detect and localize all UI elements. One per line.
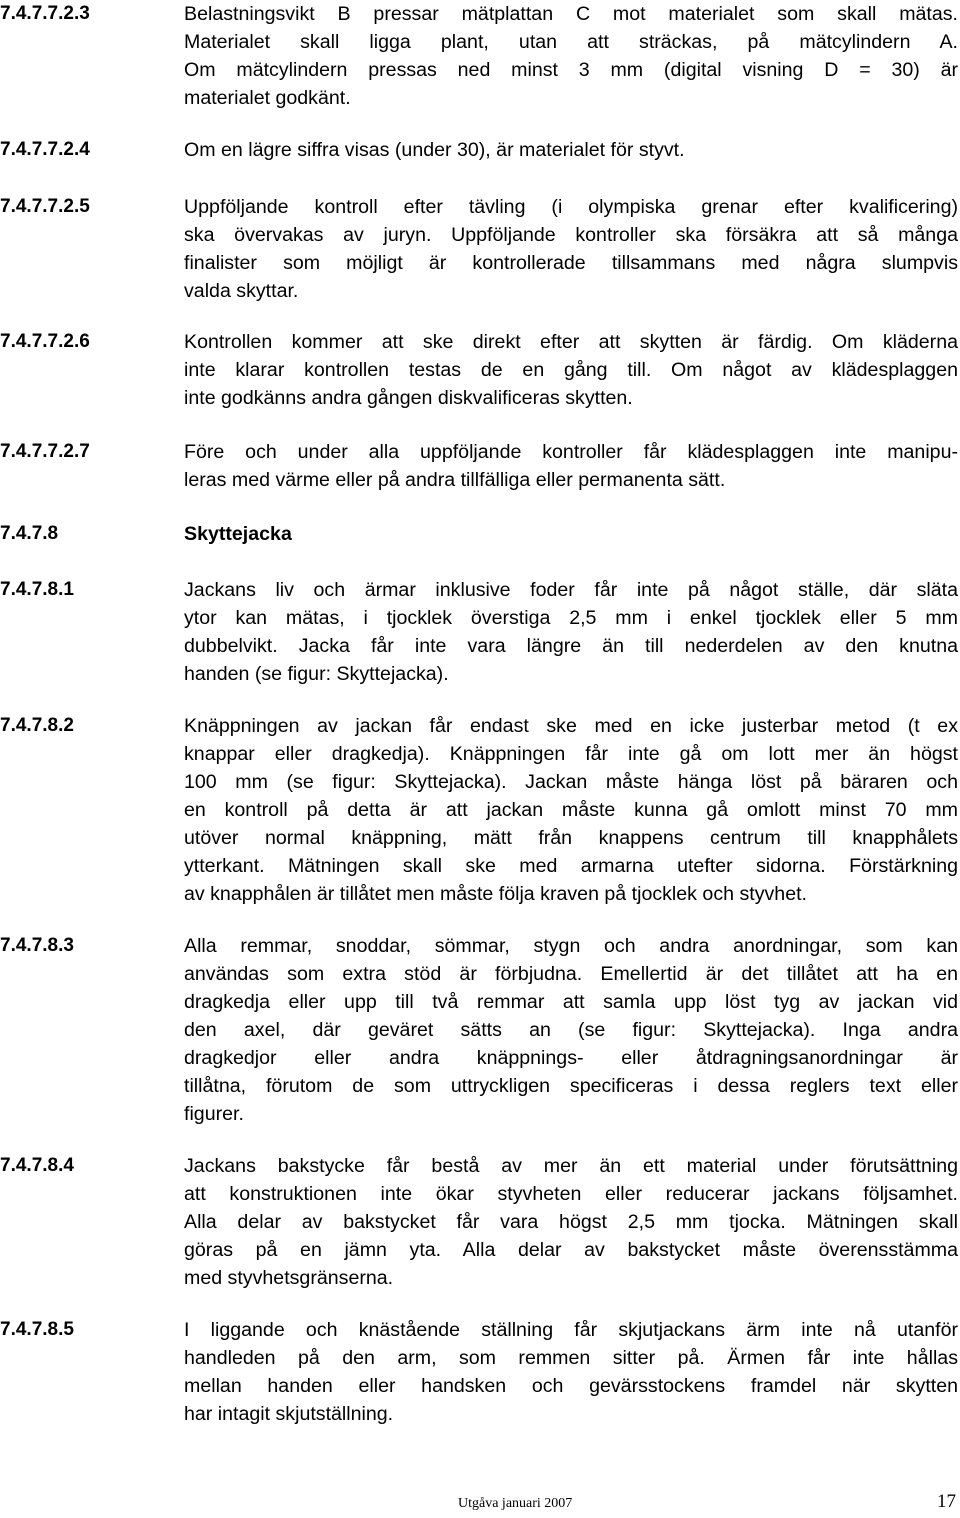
page-number: 17	[937, 1491, 956, 1512]
text-line: Jackans bakstycke får bestå av mer än ett material under förutsättning	[184, 1155, 958, 1177]
text-line: göras på en jämn yta. Alla delar av bakstycket måste överensstämma	[184, 1239, 958, 1261]
section-text	[184, 1316, 958, 1428]
text-line: Knäppningen av jackan får endast ske med en icke justerbar metod (t ex	[184, 715, 958, 737]
section-text	[184, 712, 958, 908]
text-line: leras med värme eller på andra tillfälliga eller permanenta sätt.	[184, 469, 726, 491]
text-line: användas som extra stöd är förbjudna. Emellertid är det tillåtet att ha en	[184, 963, 958, 985]
section-number: 7.4.7.7.2.3	[0, 3, 90, 24]
section-text	[184, 438, 958, 494]
section-text	[184, 136, 958, 164]
text-line: mellan handen eller handsken och gevärsstockens framdel när skytten	[184, 1375, 958, 1397]
section-text	[184, 1152, 958, 1292]
text-line: Jackans liv och ärmar inklusive foder får inte på något ställe, där släta	[184, 579, 958, 601]
text-line: ytor kan mätas, i tjocklek överstiga 2,5 mm i enkel tjocklek eller 5 mm	[184, 607, 958, 629]
text-line: Materialet skall ligga plant, utan att sträckas, på mätcylindern A.	[184, 31, 958, 53]
text-line: Kontrollen kommer att ske direkt efter att skytten är färdig. Om kläderna	[184, 331, 958, 353]
section-number: 7.4.7.7.2.5	[0, 196, 90, 217]
text-line: ytterkant. Mätningen skall ske med armarna utefter sidorna. Förstärkning	[184, 855, 958, 877]
section-text	[184, 0, 958, 112]
text-line: har intagit skjutställning.	[184, 1403, 394, 1425]
section-number: 7.4.7.7.2.4	[0, 139, 90, 160]
section-text	[184, 193, 958, 305]
text-line: Alla delar av bakstycket får vara högst 2,5 mm tjocka. Mätningen skall	[184, 1211, 958, 1233]
section-number: 7.4.7.8.1	[0, 579, 74, 600]
text-line: ska övervakas av juryn. Uppföljande kontroller ska försäkra att så många	[184, 224, 958, 246]
text-line: inte klarar kontrollen testas de en gång till. Om något av klädesplaggen	[184, 359, 958, 381]
text-line: 100 mm (se figur: Skyttejacka). Jackan måste hänga löst på bäraren och	[184, 771, 958, 793]
section-number: 7.4.7.8	[0, 523, 59, 544]
text-line: handen (se figur: Skyttejacka).	[184, 663, 449, 685]
text-line: tillåtna, förutom de som uttryckligen specificeras i dessa reglers text eller	[184, 1075, 958, 1097]
text-line: Om mätcylindern pressas ned minst 3 mm (digital visning D = 30) är	[184, 59, 958, 81]
text-line: dubbelvikt. Jacka får inte vara längre än till nederdelen av den knutna	[184, 635, 958, 657]
text-line: dragkedjor eller andra knäppnings- eller åtdragningsanordningar är	[184, 1047, 958, 1069]
text-line: I liggande och knästående ställning får skjutjackans ärm inte nå utanför	[184, 1319, 958, 1341]
text-line: knappar eller dragkedja). Knäppningen får inte gå om lott mer än högst	[184, 743, 958, 765]
section-number: 7.4.7.8.5	[0, 1319, 74, 1340]
text-line: materialet godkänt.	[184, 87, 351, 109]
text-line: med styvhetsgränserna.	[184, 1267, 394, 1289]
text-line: den axel, där geväret sätts an (se figur: Skyttejacka). Inga andra	[184, 1019, 958, 1041]
footer-edition: Utgåva januari 2007	[458, 1496, 573, 1511]
text-line: finalister som möjligt är kontrollerade tillsammans med några slumpvis	[184, 252, 958, 274]
section-number: 7.4.7.7.2.6	[0, 331, 90, 352]
text-line: handleden på den arm, som remmen sitter på. Ärmen får inte hållas	[184, 1347, 958, 1369]
section-heading: Skyttejacka	[184, 523, 292, 545]
section-number: 7.4.7.7.2.7	[0, 441, 90, 462]
section-number: 7.4.7.8.3	[0, 935, 74, 956]
section-number: 7.4.7.8.2	[0, 715, 74, 736]
text-line: en kontroll på detta är att jackan måste kunna gå omlott minst 70 mm	[184, 799, 958, 821]
text-line: av knapphålen är tillåtet men måste följa kraven på tjocklek och styvhet.	[184, 883, 807, 905]
section-number: 7.4.7.8.4	[0, 1155, 74, 1176]
text-line: dragkedja eller upp till två remmar att samla upp löst tyg av jackan vid	[184, 991, 958, 1013]
text-line: att konstruktionen inte ökar styvheten eller reducerar jackans följsamhet.	[184, 1183, 958, 1205]
section-text	[184, 328, 958, 412]
text-line: Alla remmar, snoddar, sömmar, stygn och andra anordningar, som kan	[184, 935, 958, 957]
text-line: Uppföljande kontroll efter tävling (i olympiska grenar efter kvalificering)	[184, 196, 958, 218]
section-text	[184, 932, 958, 1128]
text-line: figurer.	[184, 1103, 244, 1125]
text-line: Om en lägre siffra visas (under 30), är materialet för styvt.	[184, 139, 685, 161]
text-line: Före och under alla uppföljande kontroller får klädesplaggen inte manipu-	[184, 441, 958, 463]
text-line: inte godkänns andra gången diskvalificeras skytten.	[184, 387, 633, 409]
section-text	[184, 576, 958, 688]
text-line: Belastningsvikt B pressar mätplattan C mot materialet som skall mätas.	[184, 3, 958, 25]
text-line: valda skyttar.	[184, 280, 299, 302]
text-line: utöver normal knäppning, mätt från knappens centrum till knapphålets	[184, 827, 958, 849]
